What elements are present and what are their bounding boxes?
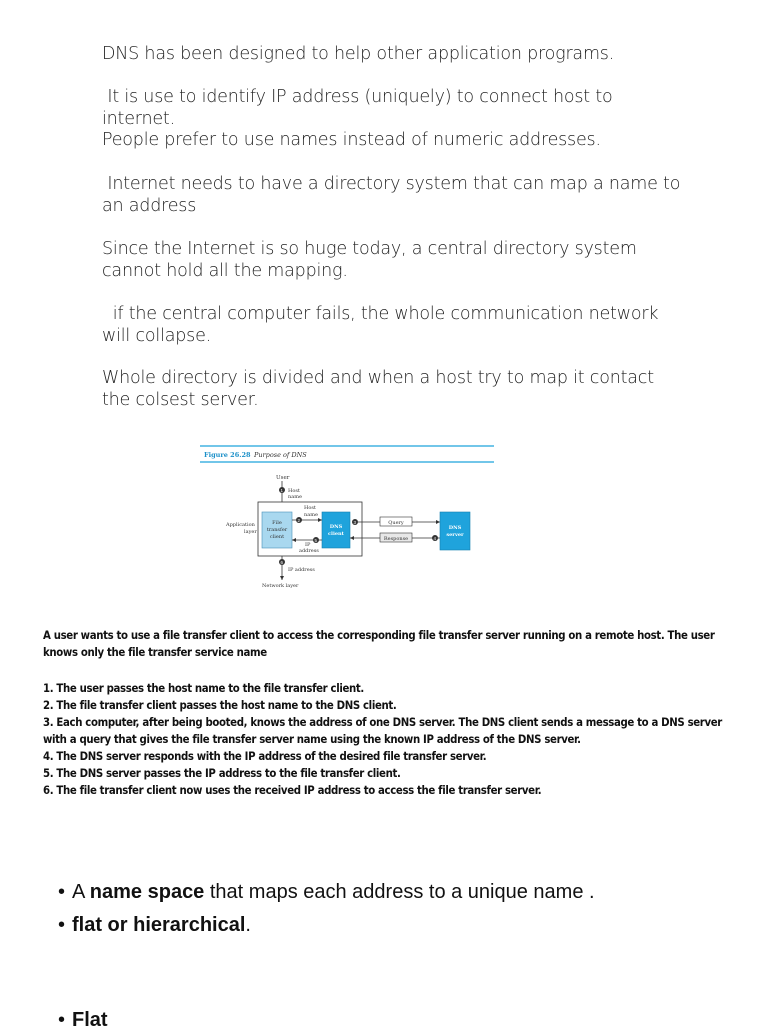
description-step-4: 4. The DNS server responds with the IP address of the desired file transfer server.: [43, 750, 487, 763]
caption-title: Purpose of DNS: [254, 451, 307, 459]
svg-text:Response: Response: [383, 536, 409, 542]
svg-text:name: name: [304, 512, 318, 518]
host-name-label-top: Host: [288, 488, 300, 494]
description-intro: A user wants to use a file transfer client to access the corresponding file transfer server running on a remote host. The user knows only the file transfer service name: [43, 629, 715, 659]
svg-text:IP: IP: [305, 542, 311, 548]
paragraph-3: People prefer to use names instead of numeric addresses.: [102, 130, 601, 150]
dns-server-box: [440, 512, 470, 550]
ip-address-label-bottom: IP address: [288, 567, 315, 573]
svg-text:layer: layer: [244, 529, 257, 535]
description-step-5: 5. The DNS server passes the IP address to the file transfer client.: [43, 767, 401, 780]
svg-text:name: name: [288, 494, 302, 500]
description-step-2: 2. The file transfer client passes the host name to the DNS client.: [43, 699, 397, 712]
svg-text:1: 1: [280, 488, 284, 493]
bullet-marker: •: [58, 1009, 66, 1031]
svg-text:transfer: transfer: [266, 527, 288, 533]
svg-text:DNS: DNS: [329, 524, 343, 530]
svg-text:5: 5: [314, 538, 318, 543]
figure-diagram: [178, 440, 500, 596]
paragraph-4: Internet needs to have a directory system that can map a name to an address: [102, 174, 686, 216]
bullet-flat: • Flat: [58, 1009, 108, 1031]
dns-purpose-figure: [178, 440, 500, 596]
bullet-flat-or-hierarchical: • flat or hierarchical.: [58, 914, 251, 936]
paragraph-6: if the central computer fails, the whole communication network will collapse.: [102, 304, 664, 346]
network-layer-label: Network layer: [262, 583, 299, 589]
svg-text:address: address: [299, 548, 319, 554]
bullet-name-space: • A name space that maps each address to a unique name .: [58, 881, 595, 903]
svg-text:2: 2: [297, 518, 301, 523]
description-step-3: 3. Each computer, after being booted, knows the address of one DNS server. The DNS client sends a message to a DNS server with a query that gives the file transfer server name using the known IP address of the DNS server.: [43, 716, 722, 746]
paragraph-1: DNS has been designed to help other application programs.: [102, 44, 615, 64]
paragraph-7: Whole directory is divided and when a host try to map it contact the colsest server.: [102, 368, 660, 410]
paragraph-2: It is use to identify IP address (uniquely) to connect host to internet.: [102, 87, 618, 129]
svg-text:3: 3: [353, 520, 357, 525]
bullet-marker: •: [58, 914, 66, 936]
caption-number: Figure 26.28: [204, 451, 251, 459]
paragraph-5: Since the Internet is so huge today, a central directory system cannot hold all the mapping.: [102, 239, 643, 281]
svg-text:File: File: [272, 520, 282, 526]
svg-text:client: client: [269, 534, 285, 540]
description-step-6: 6. The file transfer client now uses the received IP address to access the file transfer server.: [43, 784, 542, 797]
dns-client-box: [322, 512, 350, 548]
svg-text:6: 6: [280, 560, 284, 565]
svg-text:Host: Host: [304, 505, 316, 511]
application-layer-label: Application: [226, 522, 255, 528]
svg-text:Query: Query: [388, 520, 404, 526]
svg-text:4: 4: [433, 536, 437, 541]
svg-text:server: server: [446, 532, 464, 538]
svg-text:DNS: DNS: [448, 525, 462, 531]
description-step-1: 1. The user passes the host name to the file transfer client.: [43, 682, 364, 695]
bullet-marker: •: [58, 881, 66, 903]
user-label: User: [276, 475, 290, 481]
svg-text:client: client: [328, 531, 344, 537]
